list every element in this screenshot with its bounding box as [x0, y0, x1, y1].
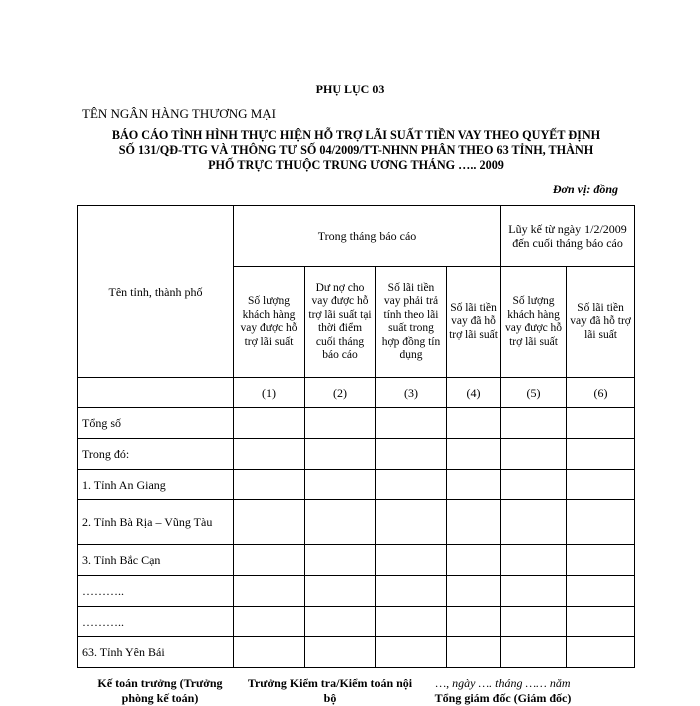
column-header-3: Số lãi tiền vay phải trả tính theo lãi suất trong hợp đồng tín dụng [376, 267, 447, 378]
column-header-1: Số lượng khách hàng vay được hỗ trợ lãi suất [234, 267, 305, 378]
table-cell [447, 439, 501, 470]
month-group-header: Trong tháng báo cáo [234, 206, 501, 267]
table-cell [501, 637, 567, 668]
table-cell [376, 470, 447, 500]
row-label-yen-bai: 63. Tỉnh Yên Bái [78, 637, 234, 668]
table-cell [567, 500, 635, 545]
table-cell [567, 439, 635, 470]
internal-audit-label: Trưởng Kiểm tra/Kiểm toán nội bộ [247, 676, 413, 705]
row-label-an-giang: 1. Tỉnh An Giang [78, 470, 234, 500]
column-number-4: (4) [447, 378, 501, 408]
table-cell [376, 607, 447, 637]
table-cell [567, 408, 635, 439]
unit-label: Đơn vị: đồng [552, 182, 618, 196]
table-row [78, 637, 635, 668]
cumulative-group-header: Lũy kế từ ngày 1/2/2009 đến cuối tháng báo cáo [501, 206, 635, 267]
row-label-ba-ria-vung-tau: 2. Tỉnh Bà Rịa – Vũng Tàu [78, 500, 234, 545]
director-label: Tổng giám đốc (Giám đốc) [434, 691, 572, 705]
table-cell [567, 470, 635, 500]
column-number-6: (6) [567, 378, 635, 408]
table-cell [234, 470, 305, 500]
column-number-5: (5) [501, 378, 567, 408]
column-header-4: Số lãi tiền vay đã hỗ trợ lãi suất [447, 267, 501, 378]
table-cell [447, 576, 501, 607]
column-header-5: Số lượng khách hàng vay được hỗ trợ lãi suất [501, 267, 567, 378]
table-cell [501, 500, 567, 545]
table-cell [567, 637, 635, 668]
table-cell [447, 500, 501, 545]
table-cell [305, 576, 376, 607]
table-cell [447, 545, 501, 576]
table-cell [376, 439, 447, 470]
row-label-ellipsis-2: ……….. [78, 607, 234, 637]
table-cell [501, 545, 567, 576]
table-cell [234, 545, 305, 576]
table-row [78, 470, 635, 500]
report-title-line-2: SỐ 131/QĐ-TTG VÀ THÔNG TƯ SỐ 04/2009/TT-NHNN PHÂN THEO 63 TỈNH, THÀNH [118, 143, 594, 157]
table-cell [234, 408, 305, 439]
table-cell [567, 607, 635, 637]
appendix-label: PHỤ LỤC 03 [315, 82, 385, 96]
column-header-2: Dư nợ cho vay được hỗ trợ lãi suất tại thời điểm cuối tháng báo cáo [305, 267, 376, 378]
table-cell [234, 637, 305, 668]
table-cell [501, 408, 567, 439]
internal-audit-signature [244, 676, 416, 706]
signature-footer [0, 676, 700, 705]
bank-name: TÊN NGÂN HÀNG THƯƠNG MẠI [82, 106, 276, 121]
table-cell [376, 545, 447, 576]
province-header: Tên tỉnh, thành phố [78, 206, 234, 378]
row-label-of-which: Trong đó: [78, 439, 234, 470]
table-cell [501, 439, 567, 470]
table-row [78, 439, 635, 470]
table-row [78, 500, 635, 545]
column-header-6: Số lãi tiền vay đã hỗ trợ lãi suất [567, 267, 635, 378]
table-cell [305, 470, 376, 500]
row-label-bac-can: 3. Tỉnh Bắc Cạn [78, 545, 234, 576]
column-number-3: (3) [376, 378, 447, 408]
table-cell [234, 576, 305, 607]
table-cell [567, 576, 635, 607]
table-cell [305, 607, 376, 637]
table-cell [447, 470, 501, 500]
report-table [77, 205, 635, 668]
table-cell [234, 607, 305, 637]
row-label-total: Tổng số [78, 408, 234, 439]
table-cell [376, 500, 447, 545]
table-cell [305, 637, 376, 668]
row-label-ellipsis-1: ……….. [78, 576, 234, 607]
column-number-1: (1) [234, 378, 305, 408]
table-cell [501, 470, 567, 500]
table-row [78, 576, 635, 607]
table-cell [234, 439, 305, 470]
table-cell [305, 545, 376, 576]
report-title-line-3: PHỐ TRỰC THUỘC TRUNG ƯƠNG THÁNG ….. 2009 [208, 158, 504, 172]
table-cell [447, 637, 501, 668]
table-cell [501, 607, 567, 637]
table-cell [376, 576, 447, 607]
column-number-2: (2) [305, 378, 376, 408]
chief-accountant-signature [80, 676, 240, 706]
date-line: …, ngày …. tháng …… năm [435, 676, 571, 690]
director-signature [408, 676, 598, 706]
table-cell [567, 545, 635, 576]
table-cell [376, 637, 447, 668]
table-cell [305, 500, 376, 545]
table-cell [376, 408, 447, 439]
report-title-line-1: BÁO CÁO TÌNH HÌNH THỰC HIỆN HỖ TRỢ LÃI SUẤT TIỀN VAY THEO QUYẾT ĐỊNH [111, 128, 601, 142]
table-cell [305, 439, 376, 470]
table-row [78, 408, 635, 439]
table-row [78, 545, 635, 576]
table-row [78, 607, 635, 637]
table-cell [447, 607, 501, 637]
table-cell [501, 576, 567, 607]
table-cell [447, 408, 501, 439]
table-cell [234, 500, 305, 545]
chief-accountant-label: Kế toán trưởng (Trưởng phòng kế toán) [97, 676, 223, 705]
report-title [78, 128, 634, 173]
table-cell [305, 408, 376, 439]
column-number-blank [78, 378, 234, 408]
